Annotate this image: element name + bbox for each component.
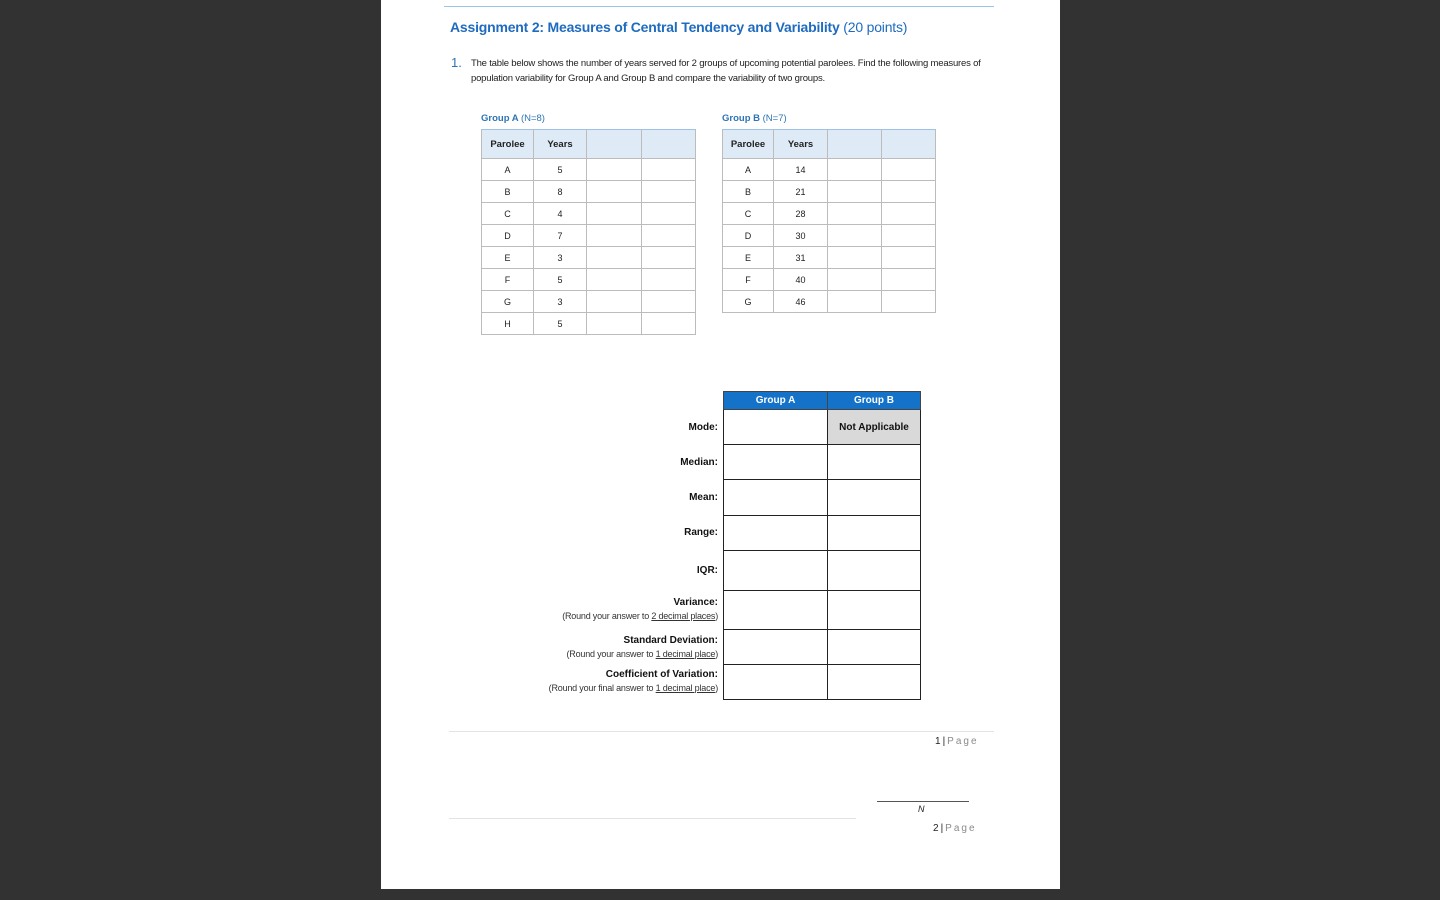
- group-b-label: Group B (N=7): [722, 113, 787, 124]
- table-row: A 5: [482, 159, 696, 181]
- document-page: [381, 0, 1060, 889]
- iqr-label: IQR:: [696, 565, 718, 576]
- table-row: B 8: [482, 181, 696, 203]
- variance-label: Variance: (Round your answer to 2 decimal places): [562, 597, 718, 621]
- table-header: [587, 130, 642, 159]
- table-header: [828, 130, 882, 159]
- table-header: [882, 130, 936, 159]
- variance-note: (Round your answer to 2 decimal places): [562, 611, 718, 621]
- cv-note: (Round your final answer to 1 decimal place): [548, 683, 718, 693]
- table-header: Parolee: [723, 130, 774, 159]
- stats-row-mean: [724, 480, 921, 516]
- answer-cell[interactable]: [828, 516, 921, 551]
- footnote-symbol: N: [918, 804, 925, 814]
- stats-header-group-a: Group A: [724, 392, 828, 410]
- std-dev-label: Standard Deviation: (Round your answer to 1 decimal place): [566, 635, 718, 659]
- group-a-label: Group A (N=8): [481, 113, 545, 124]
- stats-row-cv: [724, 665, 921, 700]
- group-a-table: [481, 129, 696, 335]
- page-number-2: 2 | Page: [933, 823, 977, 834]
- statistics-table: [723, 391, 921, 700]
- table-row: G 3: [482, 291, 696, 313]
- stats-row-iqr: [724, 551, 921, 591]
- answer-cell[interactable]: [724, 551, 828, 591]
- not-applicable-cell: Not Applicable: [828, 410, 921, 445]
- table-header: Parolee: [482, 130, 534, 159]
- answer-cell[interactable]: [828, 630, 921, 665]
- std-dev-note: (Round your answer to 1 decimal place): [566, 649, 718, 659]
- group-b-table: [722, 129, 936, 313]
- median-label: Median:: [680, 457, 718, 468]
- answer-cell[interactable]: [828, 445, 921, 480]
- page-number-1: 1 | Page: [935, 736, 979, 747]
- answer-cell[interactable]: [724, 445, 828, 480]
- table-row: D 7: [482, 225, 696, 247]
- table-row: G 46: [723, 291, 936, 313]
- question-text: The table below shows the number of years served for 2 groups of upcoming potential parolees. Find the following measures of population variability for Group A and Group B and compare the variability of two groups.: [471, 58, 981, 84]
- table-row: D 30: [723, 225, 936, 247]
- stats-row-range: [724, 516, 921, 551]
- table-row: C 28: [723, 203, 936, 225]
- stats-row-std-dev: [724, 630, 921, 665]
- cv-label: Coefficient of Variation: (Round your final answer to 1 decimal place): [548, 669, 718, 693]
- mode-label: Mode:: [688, 422, 718, 433]
- table-row: A 14: [723, 159, 936, 181]
- table-header: Years: [774, 130, 828, 159]
- top-rule: [444, 6, 994, 7]
- stats-row-mode: [724, 410, 921, 445]
- assignment-title: Assignment 2: Measures of Central Tendency and Variability (20 points): [450, 19, 908, 35]
- stats-row-median: [724, 445, 921, 480]
- table-row: F 5: [482, 269, 696, 291]
- answer-cell[interactable]: [724, 665, 828, 700]
- table-row: B 21: [723, 181, 936, 203]
- table-header: [642, 130, 696, 159]
- footnote-rule: [877, 801, 969, 802]
- mean-label: Mean:: [689, 492, 718, 503]
- table-row: H 5: [482, 313, 696, 335]
- footer-rule: [449, 818, 856, 819]
- table-row: F 40: [723, 269, 936, 291]
- table-row: E 31: [723, 247, 936, 269]
- range-label: Range:: [684, 527, 718, 538]
- table-header: Years: [534, 130, 587, 159]
- answer-cell[interactable]: [828, 551, 921, 591]
- question-number: 1.: [451, 55, 462, 70]
- answer-cell[interactable]: [828, 665, 921, 700]
- answer-cell[interactable]: [724, 516, 828, 551]
- assignment-points: (20 points): [843, 19, 908, 35]
- answer-cell[interactable]: [724, 410, 828, 445]
- stats-row-variance: [724, 591, 921, 630]
- answer-cell[interactable]: [724, 591, 828, 630]
- footer-rule: [449, 731, 994, 732]
- answer-cell[interactable]: [828, 591, 921, 630]
- stats-header-group-b: Group B: [828, 392, 921, 410]
- answer-cell[interactable]: [724, 630, 828, 665]
- answer-cell[interactable]: [828, 480, 921, 516]
- table-row: C 4: [482, 203, 696, 225]
- answer-cell[interactable]: [724, 480, 828, 516]
- table-row: E 3: [482, 247, 696, 269]
